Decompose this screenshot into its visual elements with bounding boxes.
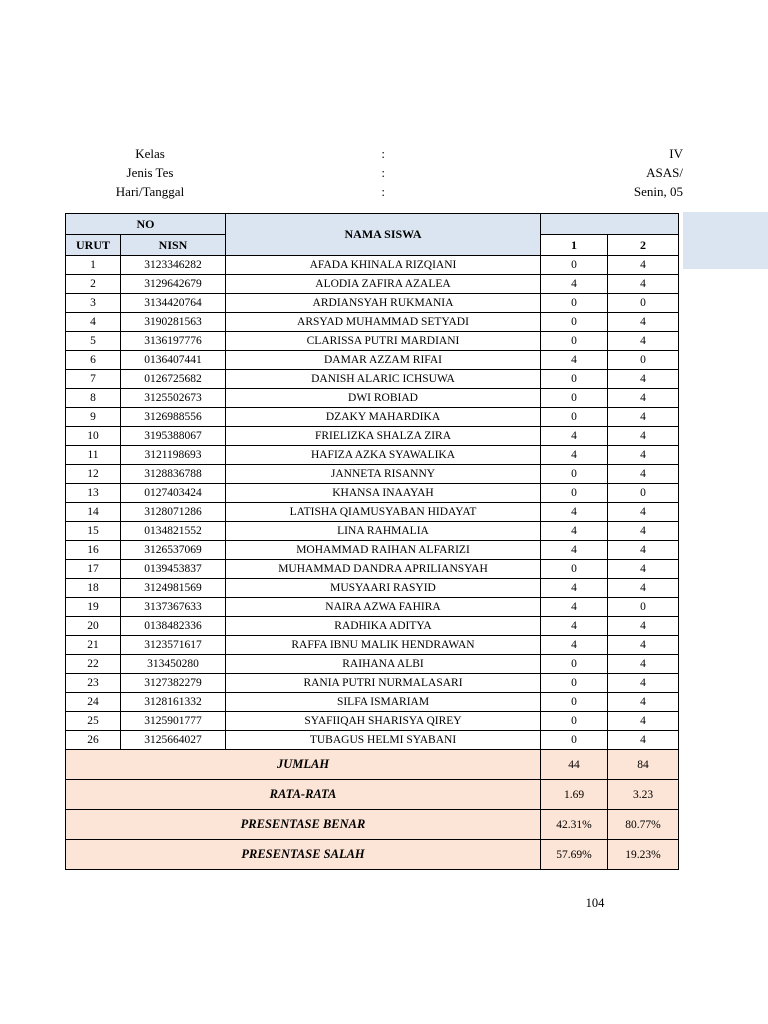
student-row — [66, 256, 679, 275]
info-value: ASAS/ — [646, 164, 683, 180]
score-2-cell: 4 — [608, 465, 679, 484]
urut-cell: 1 — [66, 256, 121, 275]
nama-cell: LATISHA QIAMUSYABAN HIDAYAT — [226, 503, 541, 522]
score-1-cell: 0 — [541, 712, 608, 731]
score-1-cell: 0 — [541, 674, 608, 693]
urut-cell: 25 — [66, 712, 121, 731]
nisn-cell: 3128161332 — [121, 693, 226, 712]
nisn-cell: 3125901777 — [121, 712, 226, 731]
summary-row — [66, 810, 679, 840]
nama-cell: DZAKY MAHARDIKA — [226, 408, 541, 427]
nama-cell: ARSYAD MUHAMMAD SETYADI — [226, 313, 541, 332]
score-1-cell: 4 — [541, 522, 608, 541]
summary-value-2: 3.23 — [608, 780, 679, 810]
score-2-cell: 4 — [608, 579, 679, 598]
score-2-cell: 4 — [608, 693, 679, 712]
nama-cell: AFADA KHINALA RIZQIANI — [226, 256, 541, 275]
score-1-cell: 0 — [541, 370, 608, 389]
nisn-cell: 3127382279 — [121, 674, 226, 693]
student-row — [66, 655, 679, 674]
score-1-cell: 0 — [541, 731, 608, 750]
student-row — [66, 370, 679, 389]
score-1-cell: 0 — [541, 389, 608, 408]
score-2-cell: 4 — [608, 389, 679, 408]
info-label: Kelas — [135, 145, 165, 161]
cropped-header-band — [683, 212, 768, 269]
urut-cell: 10 — [66, 427, 121, 446]
student-row — [66, 465, 679, 484]
nisn-cell: 3121198693 — [121, 446, 226, 465]
score-2-cell: 4 — [608, 332, 679, 351]
nisn-cell: 3129642679 — [121, 275, 226, 294]
score-2-cell: 4 — [608, 731, 679, 750]
nisn-cell: 3126537069 — [121, 541, 226, 560]
nama-siswa-header: NAMA SISWA — [226, 214, 541, 256]
score-2-cell: 4 — [608, 617, 679, 636]
nisn-cell: 0138482336 — [121, 617, 226, 636]
student-row — [66, 541, 679, 560]
score-1-cell: 4 — [541, 579, 608, 598]
info-value: IV — [669, 145, 683, 161]
nisn-cell: 3195388067 — [121, 427, 226, 446]
nisn-cell: 3123571617 — [121, 636, 226, 655]
urut-cell: 24 — [66, 693, 121, 712]
score-2-cell: 0 — [608, 351, 679, 370]
urut-cell: 14 — [66, 503, 121, 522]
score-2-cell: 4 — [608, 541, 679, 560]
nama-cell: SILFA ISMARIAM — [226, 693, 541, 712]
nisn-cell: 3137367633 — [121, 598, 226, 617]
score-1-cell: 4 — [541, 598, 608, 617]
nisn-cell: 3124981569 — [121, 579, 226, 598]
student-row — [66, 674, 679, 693]
no-group-header: NO — [66, 214, 226, 235]
urut-cell: 12 — [66, 465, 121, 484]
score-2-cell: 4 — [608, 655, 679, 674]
nama-cell: LINA RAHMALIA — [226, 522, 541, 541]
student-row — [66, 503, 679, 522]
student-row — [66, 522, 679, 541]
urut-cell: 20 — [66, 617, 121, 636]
student-row — [66, 693, 679, 712]
nama-cell: ALODIA ZAFIRA AZALEA — [226, 275, 541, 294]
summary-value-2: 80.77% — [608, 810, 679, 840]
info-separator: : — [381, 164, 385, 180]
urut-cell: 22 — [66, 655, 121, 674]
score-1-cell: 0 — [541, 332, 608, 351]
nama-cell: DAMAR AZZAM RIFAI — [226, 351, 541, 370]
table-header — [66, 214, 679, 256]
urut-cell: 5 — [66, 332, 121, 351]
student-row — [66, 294, 679, 313]
score-2-cell: 0 — [608, 484, 679, 503]
urut-cell: 13 — [66, 484, 121, 503]
nama-cell: RADHIKA ADITYA — [226, 617, 541, 636]
summary-value-2: 84 — [608, 750, 679, 780]
student-row — [66, 712, 679, 731]
urut-cell: 4 — [66, 313, 121, 332]
score-1-cell: 4 — [541, 275, 608, 294]
summary-label: PRESENTASE BENAR — [66, 810, 541, 840]
score-2-cell: 4 — [608, 446, 679, 465]
student-row — [66, 408, 679, 427]
nisn-cell: 3190281563 — [121, 313, 226, 332]
score-col-header-2: 2 — [608, 235, 679, 256]
urut-cell: 15 — [66, 522, 121, 541]
nama-cell: JANNETA RISANNY — [226, 465, 541, 484]
summary-row — [66, 840, 679, 870]
summary-label: RATA-RATA — [66, 780, 541, 810]
nama-cell: KHANSA INAAYAH — [226, 484, 541, 503]
score-2-cell: 4 — [608, 427, 679, 446]
score-table — [65, 213, 679, 870]
urut-cell: 7 — [66, 370, 121, 389]
nisn-cell: 0134821552 — [121, 522, 226, 541]
nisn-cell: 0136407441 — [121, 351, 226, 370]
info-label: Jenis Tes — [126, 164, 174, 180]
info-separator: : — [381, 183, 385, 199]
student-row — [66, 560, 679, 579]
score-1-cell: 4 — [541, 541, 608, 560]
nama-cell: CLARISSA PUTRI MARDIANI — [226, 332, 541, 351]
nama-cell: TUBAGUS HELMI SYABANI — [226, 731, 541, 750]
score-2-cell: 4 — [608, 522, 679, 541]
urut-cell: 6 — [66, 351, 121, 370]
page-number: 104 — [585, 896, 605, 910]
summary-value-1: 42.31% — [541, 810, 608, 840]
info-row-hari-tanggal — [65, 182, 683, 201]
nama-cell: MUHAMMAD DANDRA APRILIANSYAH — [226, 560, 541, 579]
summary-label: JUMLAH — [66, 750, 541, 780]
nisn-cell: 3136197776 — [121, 332, 226, 351]
score-1-cell: 4 — [541, 503, 608, 522]
score-2-cell: 4 — [608, 256, 679, 275]
urut-cell: 21 — [66, 636, 121, 655]
nama-cell: HAFIZA AZKA SYAWALIKA — [226, 446, 541, 465]
nisn-cell: 3126988556 — [121, 408, 226, 427]
score-1-cell: 0 — [541, 655, 608, 674]
score-2-cell: 4 — [608, 275, 679, 294]
summary-value-1: 57.69% — [541, 840, 608, 870]
student-row — [66, 598, 679, 617]
score-1-cell: 4 — [541, 351, 608, 370]
score-2-cell: 4 — [608, 674, 679, 693]
info-value: Senin, 05 — [633, 183, 683, 199]
score-1-cell: 0 — [541, 256, 608, 275]
urut-cell: 16 — [66, 541, 121, 560]
score-2-cell: 4 — [608, 503, 679, 522]
score-1-cell: 0 — [541, 693, 608, 712]
score-1-cell: 4 — [541, 636, 608, 655]
score-2-cell: 4 — [608, 370, 679, 389]
nama-cell: RAIHANA ALBI — [226, 655, 541, 674]
urut-cell: 23 — [66, 674, 121, 693]
score-1-cell: 0 — [541, 408, 608, 427]
score-1-cell: 4 — [541, 617, 608, 636]
urut-cell: 11 — [66, 446, 121, 465]
student-row — [66, 427, 679, 446]
urut-cell: 2 — [66, 275, 121, 294]
score-1-cell: 4 — [541, 446, 608, 465]
summary-label: PRESENTASE SALAH — [66, 840, 541, 870]
nisn-cell: 3128071286 — [121, 503, 226, 522]
score-1-cell: 0 — [541, 560, 608, 579]
urut-cell: 9 — [66, 408, 121, 427]
student-row — [66, 446, 679, 465]
student-row — [66, 389, 679, 408]
score-1-cell: 0 — [541, 294, 608, 313]
nisn-cell: 3128836788 — [121, 465, 226, 484]
info-label: Hari/Tanggal — [115, 183, 185, 199]
summary-rows — [66, 750, 679, 870]
summary-row — [66, 780, 679, 810]
nama-cell: ARDIANSYAH RUKMANIA — [226, 294, 541, 313]
nama-cell: NAIRA AZWA FAHIRA — [226, 598, 541, 617]
urut-header: URUT — [66, 235, 121, 256]
nisn-cell: 3125664027 — [121, 731, 226, 750]
nama-cell: RAFFA IBNU MALIK HENDRAWAN — [226, 636, 541, 655]
nama-cell: MUSYAARI RASYID — [226, 579, 541, 598]
score-1-cell: 0 — [541, 465, 608, 484]
nisn-header: NISN — [121, 235, 226, 256]
student-row — [66, 617, 679, 636]
urut-cell: 18 — [66, 579, 121, 598]
summary-value-1: 44 — [541, 750, 608, 780]
header-info-block — [65, 144, 683, 201]
nisn-cell: 0139453837 — [121, 560, 226, 579]
student-row — [66, 313, 679, 332]
score-col-header-1: 1 — [541, 235, 608, 256]
score-1-cell: 0 — [541, 313, 608, 332]
score-1-cell: 4 — [541, 427, 608, 446]
info-separator: : — [381, 145, 385, 161]
score-2-cell: 4 — [608, 560, 679, 579]
urut-cell: 8 — [66, 389, 121, 408]
nisn-cell: 3125502673 — [121, 389, 226, 408]
nisn-cell: 3134420764 — [121, 294, 226, 313]
student-row — [66, 731, 679, 750]
score-2-cell: 4 — [608, 408, 679, 427]
student-row — [66, 484, 679, 503]
nisn-cell: 3123346282 — [121, 256, 226, 275]
score-2-cell: 0 — [608, 598, 679, 617]
student-rows — [66, 256, 679, 750]
student-row — [66, 275, 679, 294]
student-row — [66, 332, 679, 351]
nisn-cell: 0127403424 — [121, 484, 226, 503]
nama-cell: MOHAMMAD RAIHAN ALFARIZI — [226, 541, 541, 560]
summary-value-1: 1.69 — [541, 780, 608, 810]
nama-cell: SYAFIIQAH SHARISYA QIREY — [226, 712, 541, 731]
nama-cell: RANIA PUTRI NURMALASARI — [226, 674, 541, 693]
nisn-cell: 313450280 — [121, 655, 226, 674]
summary-row — [66, 750, 679, 780]
student-row — [66, 351, 679, 370]
summary-value-2: 19.23% — [608, 840, 679, 870]
urut-cell: 26 — [66, 731, 121, 750]
nisn-cell: 0126725682 — [121, 370, 226, 389]
info-row-kelas — [65, 144, 683, 163]
score-2-cell: 4 — [608, 636, 679, 655]
student-row — [66, 579, 679, 598]
score-group-header — [541, 214, 679, 235]
urut-cell: 17 — [66, 560, 121, 579]
score-2-cell: 4 — [608, 712, 679, 731]
info-row-jenis-tes — [65, 163, 683, 182]
nama-cell: FRIELIZKA SHALZA ZIRA — [226, 427, 541, 446]
score-2-cell: 4 — [608, 313, 679, 332]
student-row — [66, 636, 679, 655]
urut-cell: 3 — [66, 294, 121, 313]
score-1-cell: 0 — [541, 484, 608, 503]
score-2-cell: 0 — [608, 294, 679, 313]
nama-cell: DANISH ALARIC ICHSUWA — [226, 370, 541, 389]
nama-cell: DWI ROBIAD — [226, 389, 541, 408]
urut-cell: 19 — [66, 598, 121, 617]
